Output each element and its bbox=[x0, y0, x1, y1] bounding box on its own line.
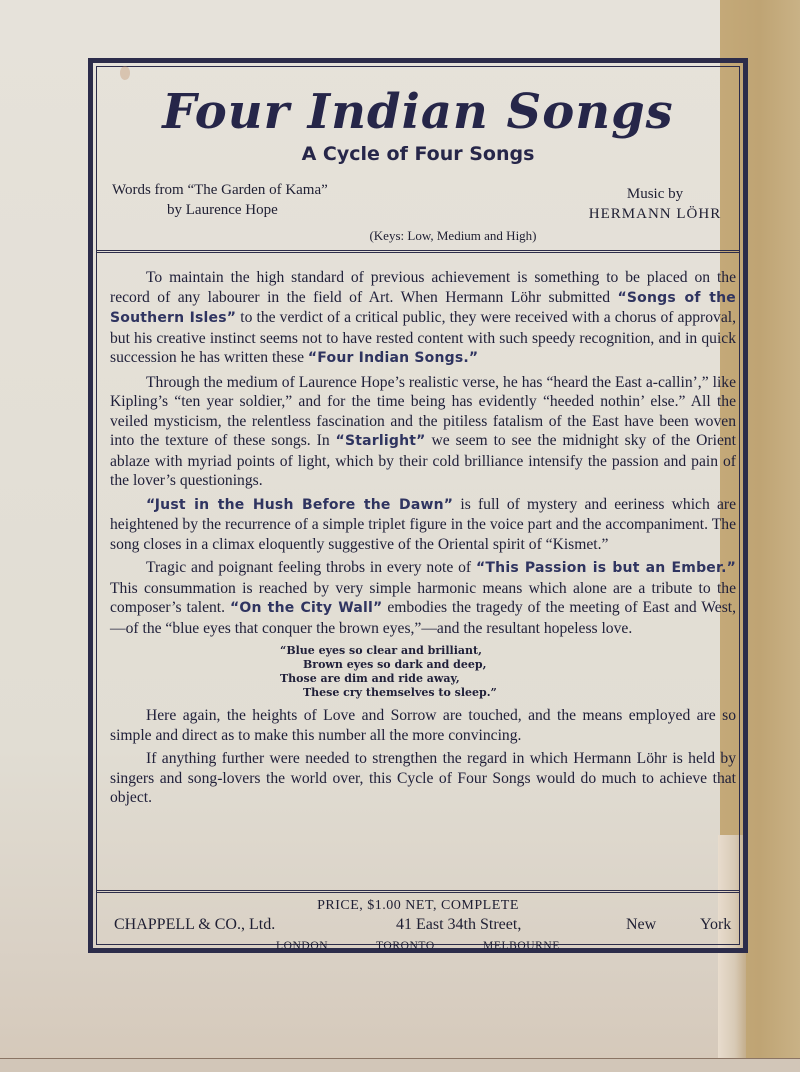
paragraph-3: “Just in the Hush Before the Dawn” is full of mystery and eeriness which are heightened by the recurrence of a simple triplet figure in the voice part and the accompaniment. The song closes in a climax eloquently suggestive of the Oriental spirit of “Kismet.” bbox=[110, 495, 736, 553]
music-by-label: Music by bbox=[626, 186, 684, 202]
branch-melbourne: MELBOURNE bbox=[483, 940, 560, 952]
paragraph-4: Tragic and poignant feeling throbs in every note of “This Passion is but an Ember.” This consummation is reached by very simple harmonic means which alone are a tribute to the composer’s talent. “On the City Wall” embodies the tragedy of the meeting of East and West,—of the “blue eyes that conquer the brown eyes,”—and the resultant hopeless love. bbox=[110, 559, 737, 637]
song-ref-city-wall: “On the City Wall” bbox=[229, 600, 383, 616]
price-line: PRICE, $1.00 NET, COMPLETE bbox=[317, 898, 519, 913]
paragraph-5: Here again, the heights of Love and Sorrow are touched, and the means employed are so simple and direct as to make this number all the more convincing. bbox=[110, 707, 736, 744]
publisher-line bbox=[96, 916, 740, 940]
paragraph-1: To maintain the high standard of previous achievement is something to be placed on the record of any labourer in the field of Art. When Hermann Löhr submitted “Songs of the Southern Isles” to the verdict of a critical public, they were received with a chorus of approval, but his creative instinct seems not to have rested content with such speedy recognition, and in quick succession he has written these “Four Indian Songs.” bbox=[110, 269, 737, 366]
branch-cities bbox=[96, 940, 740, 958]
stain-mark bbox=[120, 66, 130, 80]
footer-divider bbox=[96, 890, 740, 893]
paragraph-6: If anything further were needed to strengthen the regard in which Hermann Löhr is held by singers and song-lovers the world over, this Cycle of Four Songs would do much to achieve that object. bbox=[110, 750, 736, 806]
publisher-footer bbox=[96, 898, 740, 958]
keys-note: (Keys: Low, Medium and High) bbox=[369, 228, 537, 243]
subtitle: A Cycle of Four Songs bbox=[301, 143, 535, 165]
paragraph-2: Through the medium of Laurence Hope’s realistic verse, he has “heard the East a-callin’,” like Kipling’s “ten year soldier,” and for the time being has evidently “heeded nothin’ else.” All the veiled mysticism, the relentless fascination and the pitiless fatalism of the East have been woven into the texture of these songs. In “Starlight” we seem to see the midnight sky of the Orient ablaze with myriad points of light, which by their cold brilliance intensify the passion and pain of the lover’s questionings. bbox=[110, 373, 736, 489]
page-title: Four Indian Songs bbox=[162, 84, 674, 140]
lyricist-name: by Laurence Hope bbox=[167, 202, 278, 218]
song-ref-hush-before-dawn: “Just in the Hush Before the Dawn” bbox=[146, 496, 454, 513]
header-divider bbox=[96, 250, 740, 253]
publisher-address: 41 East 34th Street, bbox=[396, 916, 522, 933]
description-body bbox=[110, 268, 736, 812]
branch-toronto: TORONTO bbox=[376, 940, 435, 952]
publisher-city-1: New bbox=[626, 916, 657, 933]
poem-excerpt bbox=[110, 644, 736, 700]
poem-line: Brown eyes so dark and deep, bbox=[280, 658, 487, 671]
words-source: Words from “The Garden of Kama” bbox=[112, 182, 328, 198]
poem-line: These cry themselves to sleep.” bbox=[280, 686, 497, 699]
song-ref-passion-ember: “This Passion is but an Ember.” bbox=[476, 560, 737, 576]
song-ref-southern-isles: “Songs of the Southern Isles” bbox=[110, 289, 737, 326]
publisher-name: CHAPPELL & CO., Ltd. bbox=[114, 916, 276, 933]
poem-line: Those are dim and ride away, bbox=[280, 672, 460, 685]
branch-london: LONDON bbox=[276, 940, 329, 952]
song-ref-starlight: “Starlight” bbox=[335, 433, 426, 449]
poem-line: “Blue eyes so clear and brilliant, bbox=[280, 644, 482, 657]
page-bottom-edge bbox=[0, 1058, 800, 1072]
composer-name: HERMANN LÖHR bbox=[588, 206, 722, 222]
song-ref-four-indian-songs: “Four Indian Songs.” bbox=[307, 350, 479, 366]
lyricist-credit bbox=[112, 180, 328, 220]
publisher-city-2: York bbox=[700, 916, 732, 933]
composer-credit bbox=[560, 184, 750, 224]
